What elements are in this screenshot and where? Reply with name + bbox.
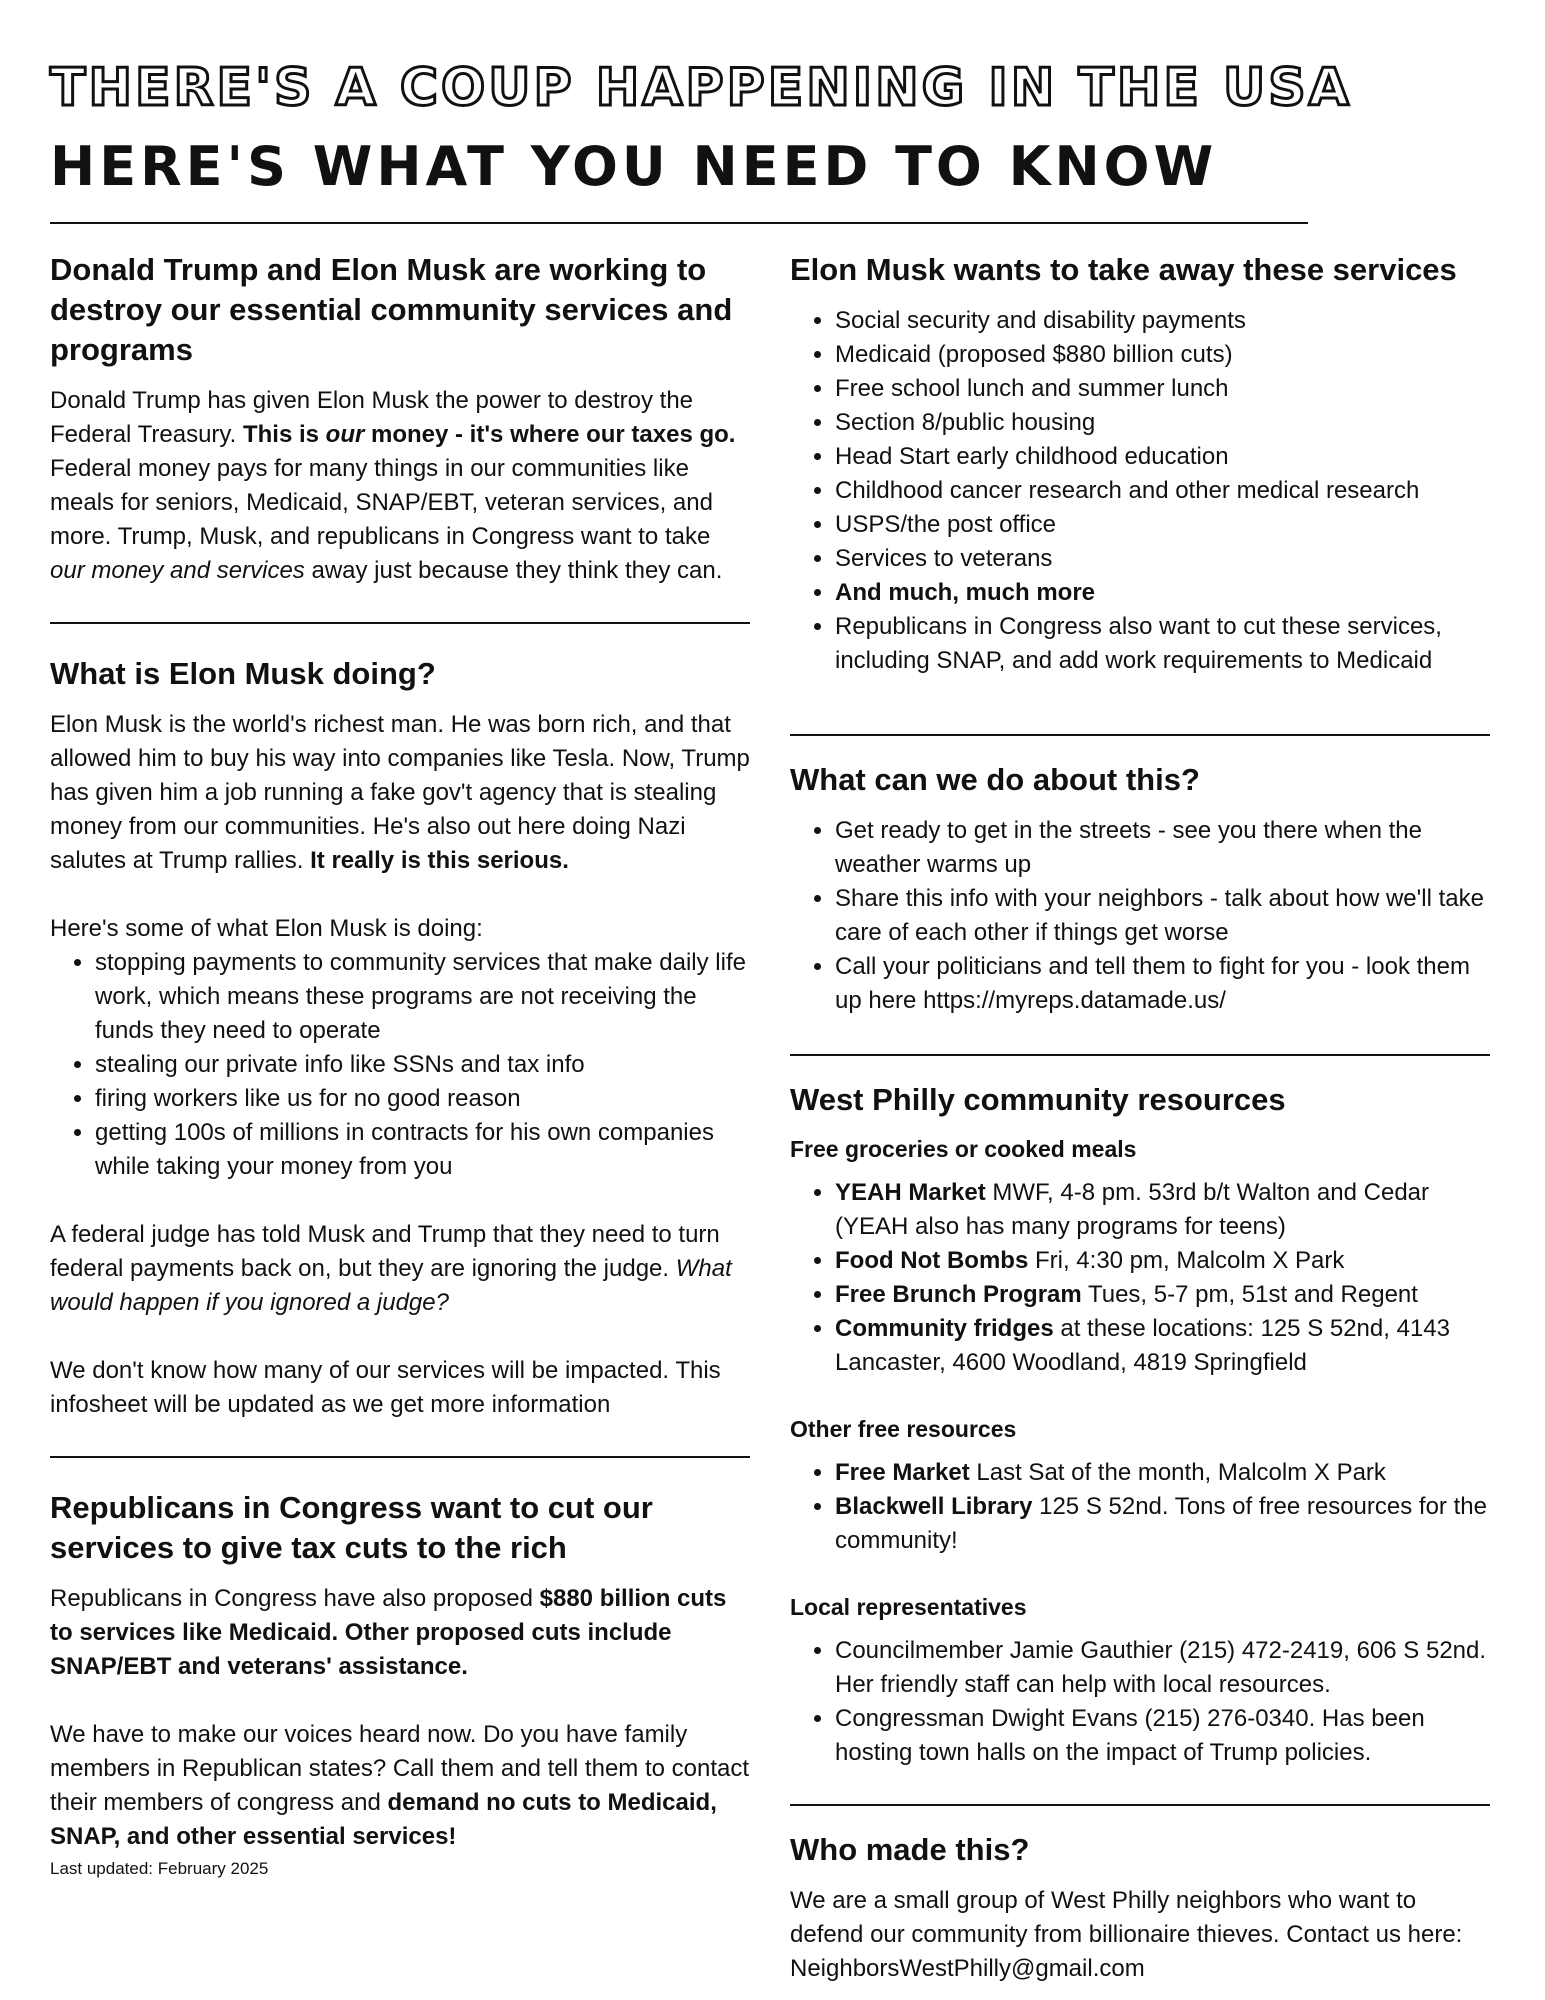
bullet-list	[790, 1634, 1490, 1770]
text: This is	[242, 421, 326, 448]
emphasis-text: our	[325, 421, 365, 448]
section-heading: What can we do about this?	[790, 762, 1200, 797]
bold-text	[243, 421, 736, 448]
list-item	[835, 1456, 1490, 1490]
section-divider	[50, 622, 750, 624]
resource-name: YEAH Market	[835, 1179, 986, 1206]
bullet-list	[50, 946, 750, 1184]
resource-detail: Last Sat of the month, Malcolm X Park	[969, 1459, 1386, 1486]
bold-text: $880 billion cuts to services like Medicaid. Other proposed cuts include SNAP/EBT and veterans' assistance.	[50, 1585, 727, 1680]
resource-name: Community fridges	[835, 1315, 1054, 1342]
right-column	[790, 250, 1490, 1986]
emphasis-text: our money and services	[50, 557, 305, 584]
section-paragraph	[50, 384, 750, 588]
headline-main: HERE'S WHAT YOU NEED TO KNOW	[50, 135, 1218, 198]
section-paragraph	[50, 1718, 750, 1854]
bullet-list	[790, 1456, 1490, 1558]
list-item: • Councilmember Jamie Gauthier (215) 472-2419, 606 S 52nd. Her friendly staff can help with local resources.	[835, 1634, 1490, 1702]
section-divider	[50, 1456, 750, 1458]
list-item: • Social security and disability payments	[835, 304, 1490, 338]
section-paragraph	[50, 1582, 750, 1684]
text: away just because they think they can.	[304, 557, 723, 584]
subheading-other-resources: Other free resources	[790, 1416, 1017, 1442]
resource-detail: 125 S 52nd. Tons of free resources for the community!	[835, 1493, 1487, 1554]
resource-name: Food Not Bombs	[835, 1247, 1029, 1274]
section-what-can-we-do	[790, 760, 1490, 1018]
list-item: • And much, much more	[835, 576, 1490, 610]
section-paragraph: We don't know how many of our services will be impacted. This infosheet will be updated as we get more information	[50, 1357, 721, 1418]
section-paragraph	[50, 1218, 750, 1320]
subheading-groceries: Free groceries or cooked meals	[790, 1136, 1137, 1162]
resource-name: Free Brunch Program	[835, 1281, 1082, 1308]
section-heading: Elon Musk wants to take away these services	[790, 252, 1457, 287]
section-what-musk-doing	[50, 654, 750, 1422]
text: Republicans in Congress have also proposed	[50, 1585, 540, 1612]
list-item: • firing workers like us for no good reason	[95, 1082, 750, 1116]
list-item: • Head Start early childhood education	[835, 440, 1490, 474]
section-who-made-this	[790, 1830, 1490, 1986]
left-column	[50, 250, 750, 1880]
resource-name: Blackwell Library	[835, 1493, 1033, 1520]
list-item: • stopping payments to community services that make daily life work, which means these programs are not receiving the funds they need to operate	[95, 946, 750, 1048]
section-services-at-risk	[790, 250, 1490, 678]
section-heading: Donald Trump and Elon Musk are working to destroy our essential community services and programs	[50, 252, 733, 367]
list-item: • Call your politicians and tell them to fight for you - look them up here https://myreps.datamade.us/	[835, 950, 1490, 1018]
text: A federal judge has told Musk and Trump that they need to turn federal payments back on, but they are ignoring the judge.	[50, 1221, 720, 1282]
resource-detail: Fri, 4:30 pm, Malcolm X Park	[1028, 1247, 1345, 1274]
list-item	[835, 1176, 1490, 1244]
list-item: • stealing our private info like SSNs and tax info	[95, 1048, 750, 1082]
list-item: • getting 100s of millions in contracts for his own companies while taking your money from you	[95, 1116, 750, 1184]
section-divider	[790, 1804, 1490, 1806]
list-item: • Section 8/public housing	[835, 406, 1490, 440]
list-item: • Congressman Dwight Evans (215) 276-0340. Has been hosting town halls on the impact of Trump policies.	[835, 1702, 1490, 1770]
text: We have to make our voices heard now. Do you have family members in Republican states? Call them and tell them to contact their members of congress and	[50, 1721, 750, 1816]
section-paragraph: Here's some of what Elon Musk is doing:	[50, 915, 483, 942]
list-item: • USPS/the post office	[835, 508, 1490, 542]
bold-text: It really is this serious.	[310, 847, 569, 874]
section-paragraph	[50, 708, 750, 878]
section-trump-musk	[50, 250, 750, 588]
list-item	[835, 1244, 1490, 1278]
list-item: • Free school lunch and summer lunch	[835, 372, 1490, 406]
section-community-resources	[790, 1080, 1490, 1770]
section-heading: What is Elon Musk doing?	[50, 656, 436, 691]
section-divider	[790, 1054, 1490, 1056]
list-item: • Services to veterans	[835, 542, 1490, 576]
resource-detail: at these locations: 125 S 52nd, 4143 Lancaster, 4600 Woodland, 4819 Springfield	[835, 1315, 1450, 1376]
bullet-list	[790, 304, 1490, 678]
section-heading: Who made this?	[790, 1832, 1030, 1867]
section-divider	[790, 734, 1490, 736]
list-item	[835, 1278, 1490, 1312]
subheading-local-reps: Local representatives	[790, 1594, 1027, 1620]
last-updated-note: Last updated: February 2025	[50, 1859, 269, 1878]
list-item: • Get ready to get in the streets - see you there when the weather warms up	[835, 814, 1490, 882]
text: Donald Trump has given Elon Musk the power to destroy the Federal Treasury.	[50, 387, 694, 448]
section-heading: Republicans in Congress want to cut our services to give tax cuts to the rich	[50, 1490, 653, 1565]
list-item: • Childhood cancer research and other medical research	[835, 474, 1490, 508]
resource-name: Free Market	[835, 1459, 970, 1486]
bold-text: demand no cuts to Medicaid, SNAP, and other essential services!	[50, 1789, 717, 1850]
bullet-list	[790, 1176, 1490, 1380]
bullet-list	[790, 814, 1490, 1018]
section-paragraph: We are a small group of West Philly neighbors who want to defend our community from billionaire thieves. Contact us here: NeighborsWestPhilly@gmail.com	[790, 1887, 1463, 1982]
section-republicans-cuts	[50, 1488, 750, 1880]
emphasis-text: What would happen if you ignored a judge?	[50, 1255, 732, 1316]
resource-detail: Tues, 5-7 pm, 51st and Regent	[1081, 1281, 1418, 1308]
text: money - it's where our taxes go.	[364, 421, 736, 448]
text: Federal money pays for many things in our communities like meals for seniors, Medicaid, SNAP/EBT, veteran services, and more. Trump, Musk, and republicans in Congress want to take	[50, 455, 713, 550]
list-item	[835, 1312, 1490, 1380]
list-item	[835, 1490, 1490, 1558]
list-item: • Medicaid (proposed $880 billion cuts)	[835, 338, 1490, 372]
headline-outline: THERE'S A COUP HAPPENING IN THE USA	[50, 58, 1352, 118]
resource-detail: MWF, 4-8 pm. 53rd b/t Walton and Cedar (YEAH also has many programs for teens)	[835, 1179, 1430, 1240]
list-item: • Share this info with your neighbors - talk about how we'll take care of each other if things get worse	[835, 882, 1490, 950]
list-item: • Republicans in Congress also want to cut these services, including SNAP, and add work requirements to Medicaid	[835, 610, 1490, 678]
header-divider	[50, 222, 1308, 224]
text: Elon Musk is the world's richest man. He was born rich, and that allowed him to buy his way into companies like Tesla. Now, Trump has given him a job running a fake gov't agency that is stealing money from our communities. He's also out here doing Nazi salutes at Trump rallies.	[50, 711, 750, 874]
section-heading: West Philly community resources	[790, 1082, 1286, 1117]
